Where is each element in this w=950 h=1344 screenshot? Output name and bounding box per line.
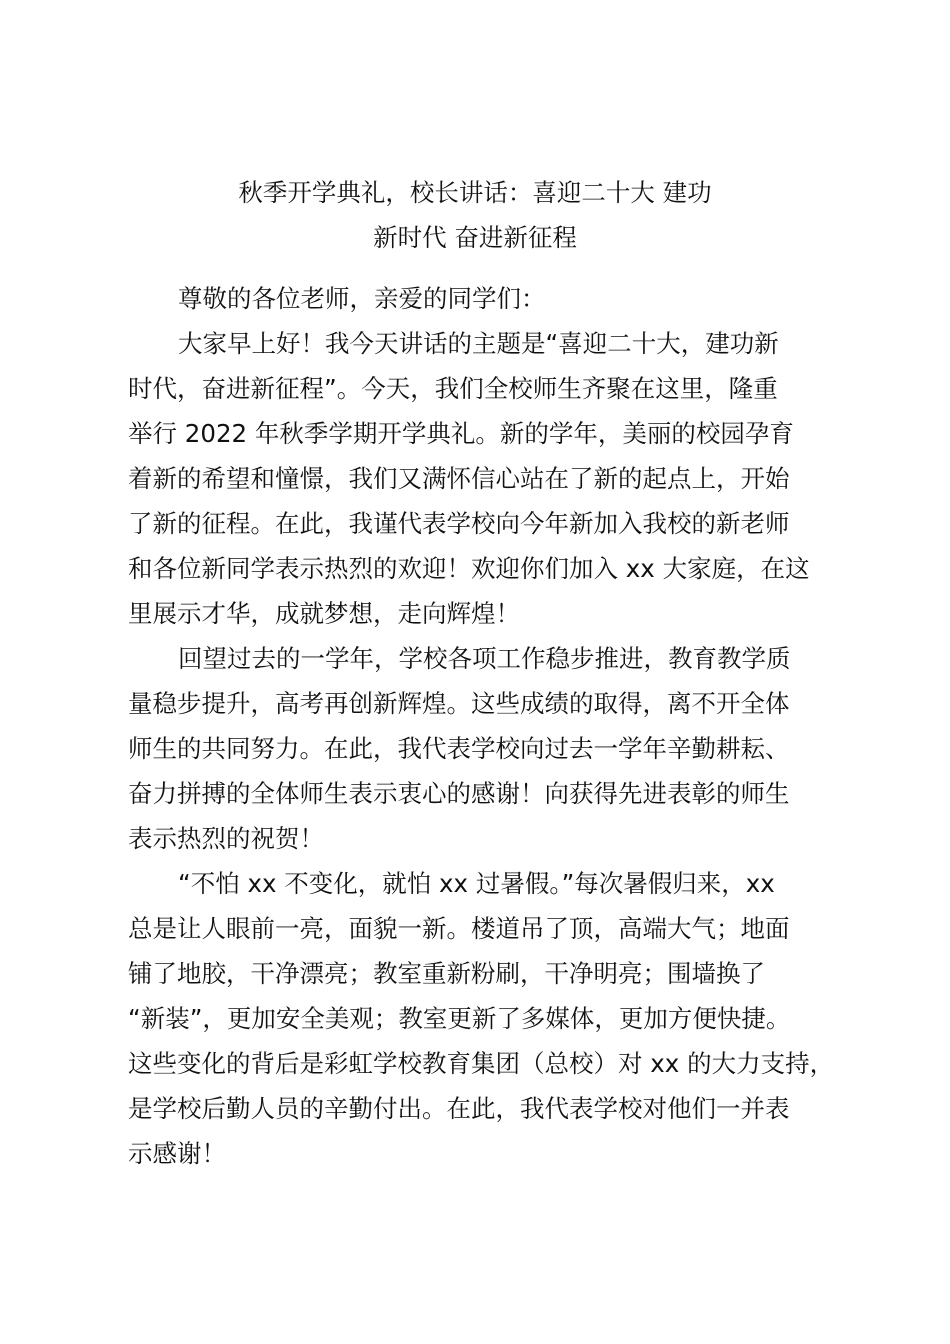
- paragraph-line: 奋力拼搏的全体师生表示衷心的感谢！向获得先进表彰的师生: [128, 779, 790, 808]
- paragraph-line: 着新的希望和憧憬，我们又满怀信心站在了新的起点上，开始: [128, 464, 790, 493]
- paragraph-line: 师生的共同努力。在此，我代表学校向过去一学年辛勤耕耘、: [128, 734, 790, 763]
- paragraph-line: “新装”，更加安全美观；教室更新了多媒体，更加方便快捷。: [128, 1004, 791, 1033]
- paragraph-line: 量稳步提升，高考再创新辉煌。这些成绩的取得，离不开全体: [128, 689, 790, 718]
- paragraph-line: 举行 2022 年秋季学期开学典礼。新的学年，美丽的校园孕育: [128, 419, 794, 448]
- title-line: 秋季开学典礼，校长讲话：喜迎二十大 建功: [238, 178, 712, 207]
- paragraph-line: 表示热烈的祝贺！: [128, 824, 324, 853]
- paragraph-line: 是学校后勤人员的辛勤付出。在此，我代表学校对他们一并表: [128, 1094, 790, 1123]
- title-line: 新时代 奋进新征程: [373, 223, 577, 252]
- paragraph-line: 里展示才华，成就梦想，走向辉煌！: [128, 599, 520, 628]
- document-body: [128, 276, 835, 1176]
- document-title: [120, 170, 830, 260]
- paragraph-line: 示感谢！: [128, 1139, 226, 1168]
- paragraph-line: 和各位新同学表示热烈的欢迎！欢迎你们加入 xx 大家庭，在这: [128, 554, 810, 583]
- paragraph-line: 总是让人眼前一亮，面貌一新。楼道吊了顶，高端大气；地面: [128, 914, 790, 943]
- paragraph-line: 铺了地胶，干净漂亮；教室重新粉刷，干净明亮；围墙换了: [128, 959, 765, 988]
- paragraph-line: 这些变化的背后是彩虹学校教育集团（总校）对 xx 的大力支持，: [128, 1049, 835, 1078]
- paragraph-line: 回望过去的一学年，学校各项工作稳步推进，教育教学质: [178, 644, 791, 673]
- paragraph-line: 大家早上好！我今天讲话的主题是“喜迎二十大，建功新: [178, 329, 779, 358]
- paragraph-line: “不怕 xx 不变化，就怕 xx 过暑假。”每次暑假归来，xx: [178, 869, 775, 898]
- paragraph-line: 时代，奋进新征程”。今天，我们全校师生齐聚在这里，隆重: [128, 374, 778, 403]
- salutation-line: 尊敬的各位老师，亲爱的同学们：: [178, 284, 546, 313]
- paragraph-line: 了新的征程。在此，我谨代表学校向今年新加入我校的新老师: [128, 509, 790, 538]
